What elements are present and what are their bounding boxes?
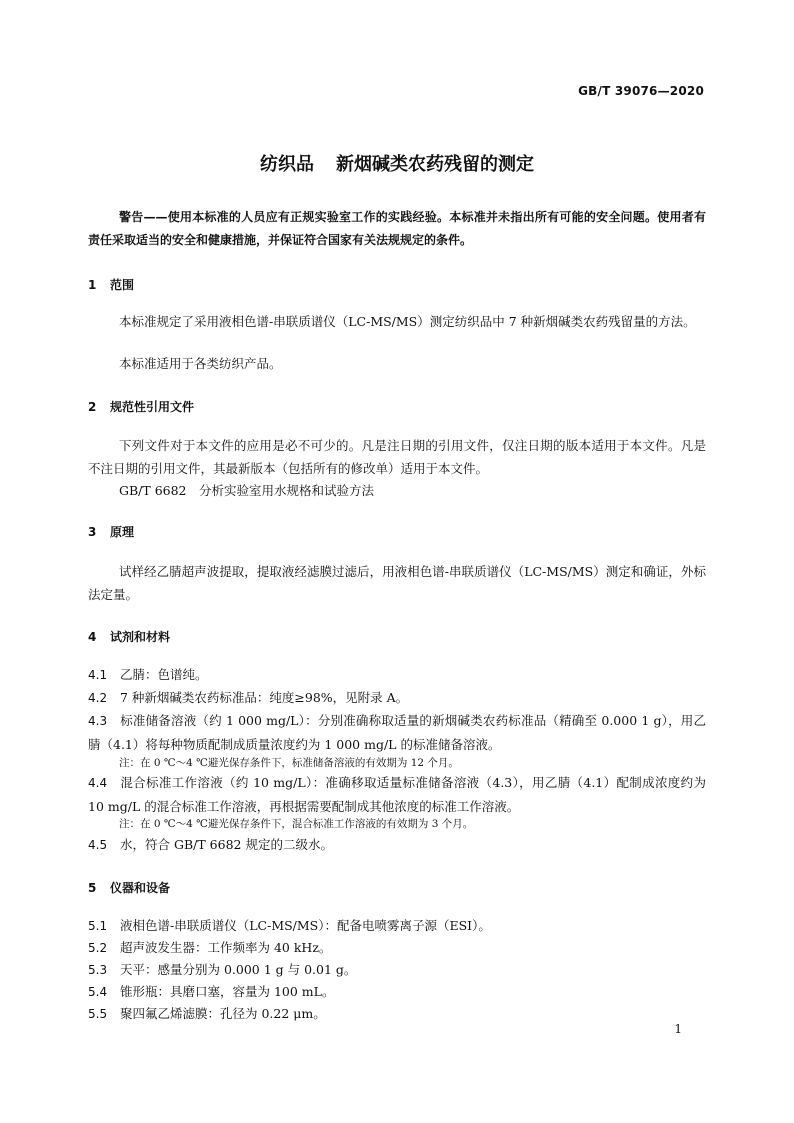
item-text: 乙腈：色谱纯。 xyxy=(120,667,208,682)
standard-number: GB/T 39076—2020 xyxy=(578,84,704,98)
section-2-paragraph-1: 下列文件对于本文件的应用是必不可少的。凡是注日期的引用文件，仅注日期的版本适用于本文件。凡是不注日期的引用文件，其最新版本（包括所有的修改单）适用于本文件。 xyxy=(88,438,706,476)
section-1-paragraph-2: 本标准适用于各类纺织产品。 xyxy=(119,356,282,371)
section-5-heading xyxy=(88,879,170,896)
section-3-number: 3 xyxy=(88,525,97,539)
item-text: 混合标准工作溶液（约 10 mg/L）：准确移取适量标准储备溶液（4.3），用乙腈（4.1）配制成浓度约为 10 mg/L 的混合标准工作溶液，再根据需要配制成其他浓度的标准工作溶液。 xyxy=(88,775,706,814)
list-item xyxy=(88,914,706,938)
section-1-title: 范围 xyxy=(110,278,135,292)
note-1: 注：在 0 ℃～4 ℃避光保存条件下，标准储备溶液的有效期为 12 个月。 xyxy=(119,757,459,769)
list-item xyxy=(88,958,706,982)
list-item xyxy=(88,936,706,960)
item-number: 5.4 xyxy=(88,985,108,999)
section-1-heading xyxy=(88,276,134,293)
item-number: 4.3 xyxy=(88,714,108,728)
section-1-paragraph-1: 本标准规定了采用液相色谱-串联质谱仪（LC-MS/MS）测定纺织品中 7 种新烟碱类农药残留量的方法。 xyxy=(119,314,696,329)
item-text: 聚四氟乙烯滤膜：孔径为 0.22 μm。 xyxy=(120,1006,326,1021)
item-number: 4.2 xyxy=(88,691,108,705)
list-item xyxy=(88,771,706,818)
document-title xyxy=(0,150,794,176)
section-4-title: 试剂和材料 xyxy=(110,630,171,644)
list-item xyxy=(88,709,706,756)
list-item xyxy=(88,833,706,857)
item-text: 标准储备溶液（约 1 000 mg/L）：分别准确称取适量的新烟碱类农药标准品（精确至 0.000 1 g），用乙腈（4.1）将每种物质配制成质量浓度约为 1 000 mg/L 的标准储备溶液。 xyxy=(88,713,706,752)
item-text: 锥形瓶：具磨口塞，容量为 100 mL。 xyxy=(120,984,335,999)
item-number: 5.3 xyxy=(88,963,108,977)
item-number: 5.1 xyxy=(88,919,108,933)
item-number: 4.4 xyxy=(88,776,108,790)
list-item xyxy=(88,1002,706,1026)
item-text: 水，符合 GB/T 6682 规定的二级水。 xyxy=(120,837,333,852)
section-2-heading xyxy=(88,398,194,415)
title-part-2: 新烟碱类农药残留的测定 xyxy=(336,154,534,175)
section-4-heading xyxy=(88,628,170,645)
item-number: 4.1 xyxy=(88,668,108,682)
item-number: 4.5 xyxy=(88,838,108,852)
section-3-title: 原理 xyxy=(110,525,135,539)
section-1-number: 1 xyxy=(88,278,97,292)
item-number: 5.2 xyxy=(88,941,108,955)
item-text: 超声波发生器：工作频率为 40 kHz。 xyxy=(120,940,332,955)
list-item xyxy=(88,663,706,687)
section-4-number: 4 xyxy=(88,630,97,644)
section-2-title: 规范性引用文件 xyxy=(110,400,195,414)
section-3-heading xyxy=(88,523,134,540)
list-item xyxy=(88,686,706,710)
item-text: 天平：感量分别为 0.000 1 g 与 0.01 g。 xyxy=(120,962,357,977)
page-number: 1 xyxy=(674,1022,682,1036)
section-2-number: 2 xyxy=(88,400,97,414)
item-text: 7 种新烟碱类农药标准品：纯度≥98%，见附录 A。 xyxy=(120,690,409,705)
title-part-1: 纺织品 xyxy=(260,154,314,175)
item-text: 液相色谱-串联质谱仪（LC-MS/MS）：配备电喷雾离子源（ESI）。 xyxy=(120,918,491,933)
section-5-title: 仪器和设备 xyxy=(110,881,171,895)
item-number: 5.5 xyxy=(88,1007,108,1021)
warning-paragraph: 警告——使用本标准的人员应有正规实验室工作的实践经验。本标准并未指出所有可能的安全问题。使用者有责任采取适当的安全和健康措施，并保证符合国家有关法规规定的条件。 xyxy=(88,210,706,247)
section-5-number: 5 xyxy=(88,881,97,895)
normative-reference: GB/T 6682 分析实验室用水规格和试验方法 xyxy=(119,483,375,498)
note-2: 注：在 0 ℃～4 ℃避光保存条件下，混合标准工作溶液的有效期为 3 个月。 xyxy=(119,818,474,830)
list-item xyxy=(88,980,706,1004)
section-3-paragraph-1: 试样经乙腈超声波提取，提取液经滤膜过滤后，用液相色谱-串联质谱仪（LC-MS/MS）测定和确证，外标法定量。 xyxy=(88,564,706,602)
